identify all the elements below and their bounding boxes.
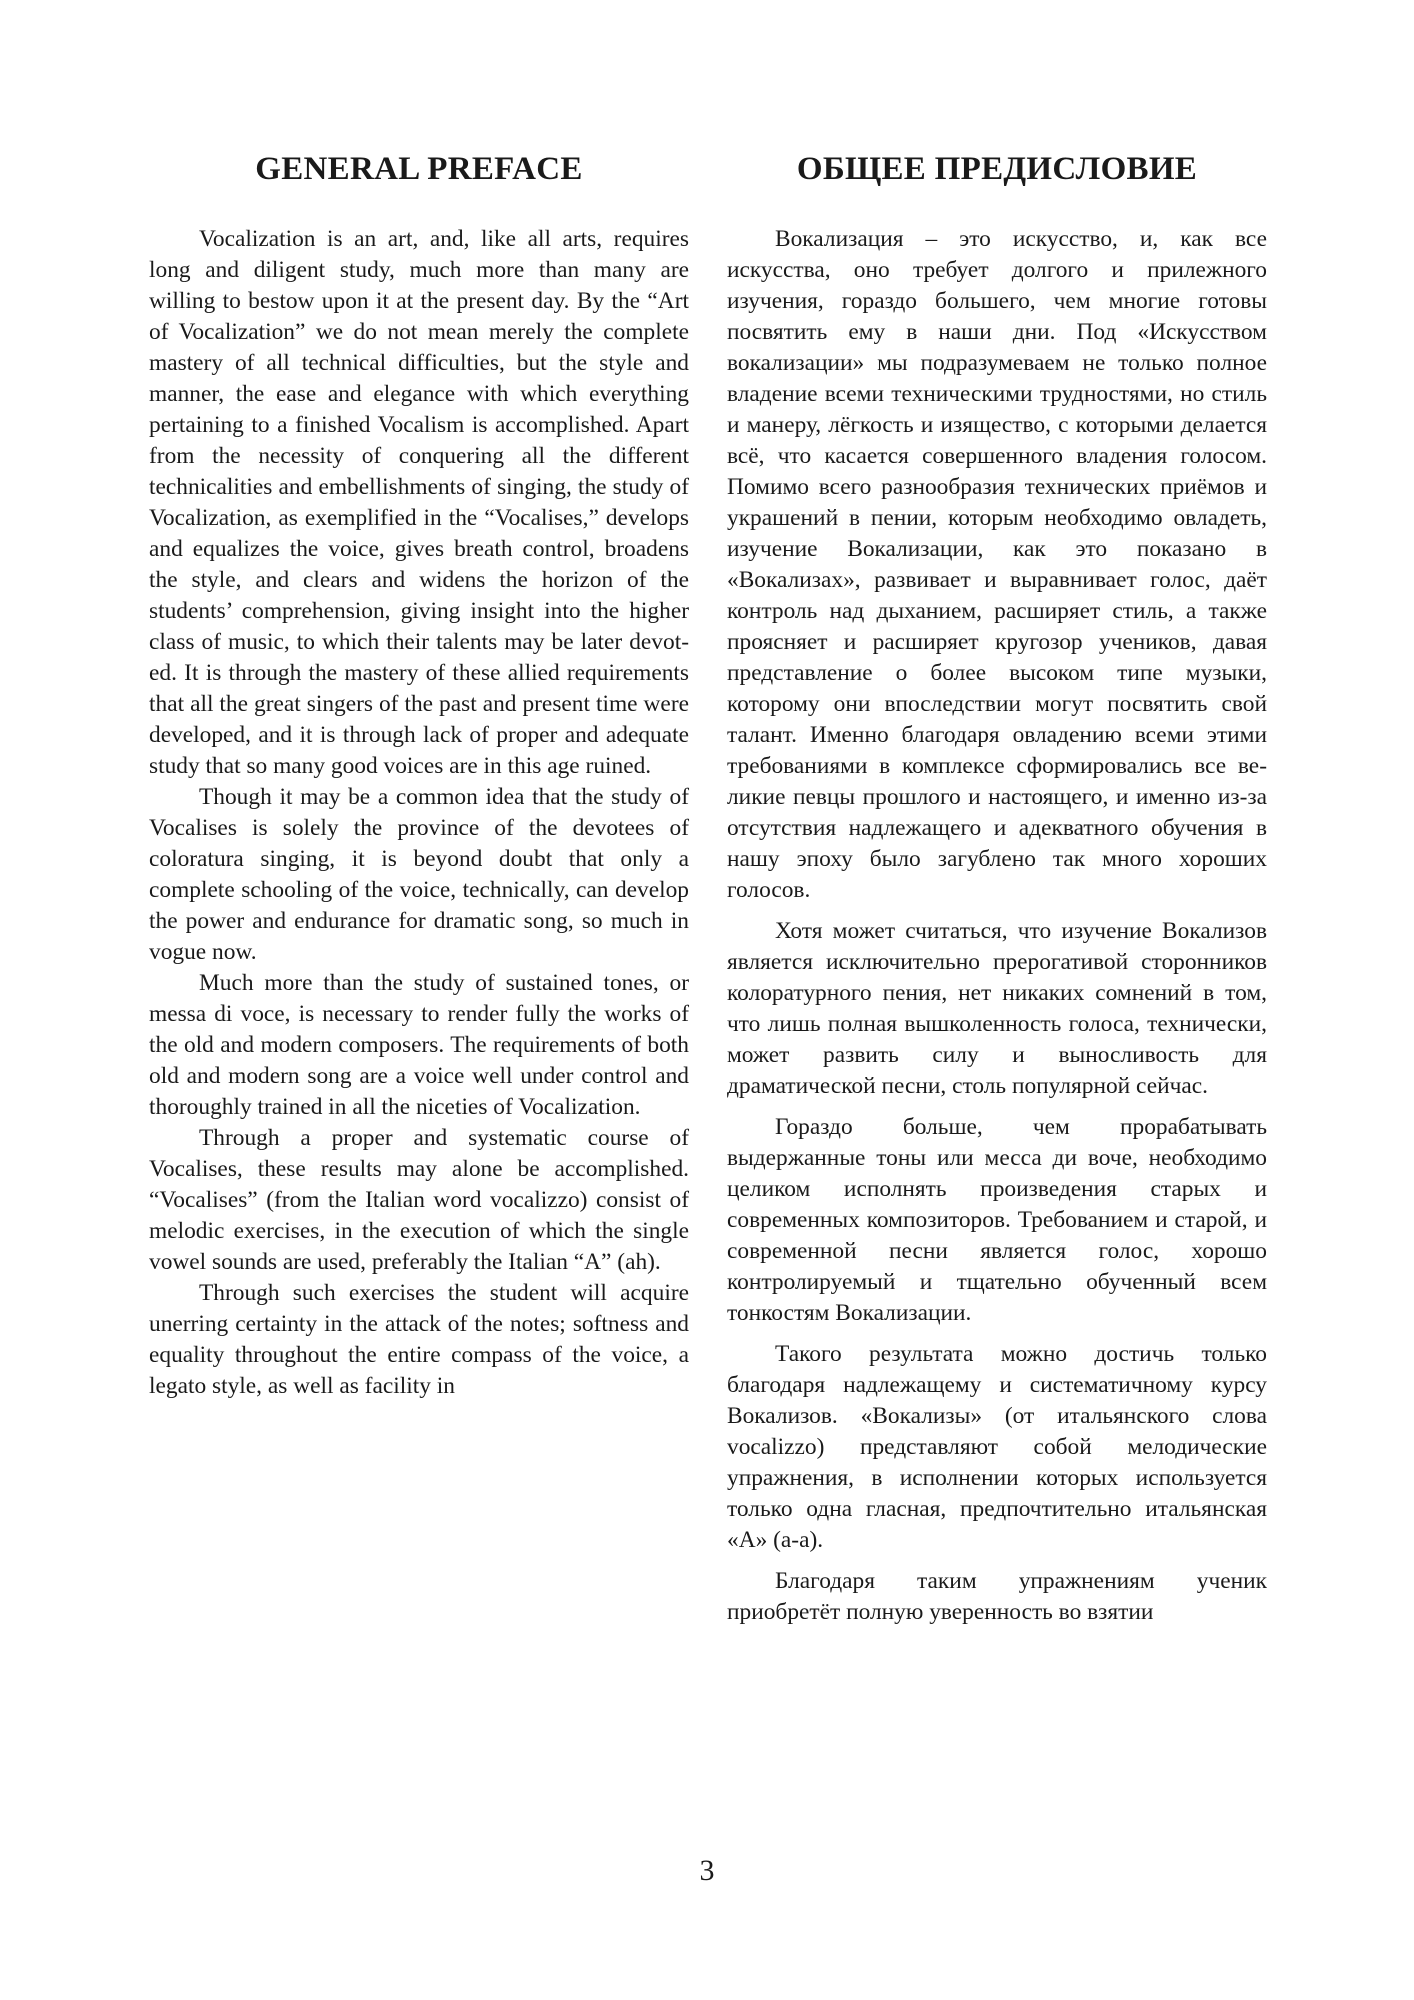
russian-column bbox=[727, 150, 1267, 1638]
russian-paragraph: Гораздо больше, чем прорабатывать выдержанные тоны или месса ди воче, необходимо целиком исполнять произведения старых и современных композиторов. Требованием и старой, и современной песни является голос, хорошо контролируемый и тщательно обученный всем тонкостям Вокализации. bbox=[727, 1113, 1267, 1326]
russian-paragraph: Вокализация – это искусство, и, как все искусства, оно требует долгого и прилежного изучения, гораздо большего, чем многие готовы посвятить ему в наши дни. Под «Искусством вокализации» мы подразумеваем не только полное владение всеми техническими трудностями, но стиль и манеру, лёгкость и изящество, с которыми делается всё, что касается совершенного владения голосом. Помимо всего разнообразия технических приёмов и украшений в пении, которым необходимо овладеть, изучение Вокализации, как это показано в «Вокализах», развивает и выравнивает голос, даёт контроль над дыханием, расширяет стиль, а также проясняет и расширяет кругозор учеников, давая представление о более высоком типе музыки, которому они впоследствии могут посвятить свой талант. Именно благодаря овладению всеми этими требованиями в комплексе сформировались все великие певцы прошлого и настоящего, и именно из-за отсутствия надлежащего и адекватного обучения в нашу эпоху было загублено так много хороших голосов. bbox=[727, 225, 1267, 903]
russian-paragraph: Хотя может считаться, что изучение Вокализов является исключительно прерогативой сторонников колоратурного пения, нет никаких сомнений в том, что лишь полная вышколенность голоса, технически, может развить силу и выносливость для драматической песни, столь популярной сейчас. bbox=[727, 917, 1267, 1099]
russian-title: ОБЩЕЕ ПРЕДИСЛОВИЕ bbox=[796, 151, 1198, 187]
english-column bbox=[149, 150, 689, 1402]
page-number: 3 bbox=[699, 1854, 715, 1887]
english-paragraph: Much more than the study of sustained tones, or messa di voce, is necessary to render fully the works of the old and modern composers. The requirements of both old and modern song are a voice well under control and thoroughly trained in all the niceties of Vocalization. bbox=[149, 969, 689, 1120]
english-paragraph: Through such exercises the student will acquire unerring certainty in the attack of the notes; softness and equality throughout the entire compass of the voice, a legato style, as well as facility in bbox=[149, 1279, 689, 1399]
english-title: GENERAL PREFACE bbox=[255, 151, 583, 187]
russian-paragraph: Такого результата можно достичь только благодаря надлежащему и систематичному курсу Вокализов. «Вокализы» (от итальянского слова vocalizzo) представляют собой мелодические упражнения, в исполнении которых используется только одна гласная, предпочтительно итальянская «А» (а-а). bbox=[727, 1340, 1267, 1553]
english-paragraph: Vocalization is an art, and, like all arts, requires long and diligent study, much more than many are willing to bestow upon it at the present day. By the “Art of Vocalization” we do not mean merely the complete mastery of all technical difficulties, but the style and manner, the ease and elegance with which everything pertaining to a finished Vocalism is accomplished. Apart from the necessity of conquering all the different technicalities and embellishments of singing, the study of Vocalization, as exemplified in the “Vocalises,” develops and equalizes the voice, gives breath control, broadens the style, and clears and widens the horizon of the students’ comprehension, giving insight into the higher class of music, to which their talents may be later devoted. It is through the mastery of these allied requirements that all the great singers of the past and present time were developed, and it is through lack of proper and adequate study that so many good voices are in this age ruined. bbox=[149, 225, 689, 779]
russian-paragraph: Благодаря таким упражнениям ученик приобретёт полную уверенность во взятии bbox=[727, 1567, 1267, 1625]
english-paragraph: Through a proper and systematic course of Vocalises, these results may alone be accomplished. “Vocalises” (from the Italian word vocalizzo) consist of melodic exercises, in the execution of which the single vowel sounds are used, preferably the Italian “A” (ah). bbox=[149, 1124, 689, 1275]
english-paragraph: Though it may be a common idea that the study of Vocalises is solely the province of the devotees of coloratura singing, it is beyond doubt that only a complete schooling of the voice, technically, can develop the power and endurance for dramatic song, so much in vogue now. bbox=[149, 783, 689, 965]
